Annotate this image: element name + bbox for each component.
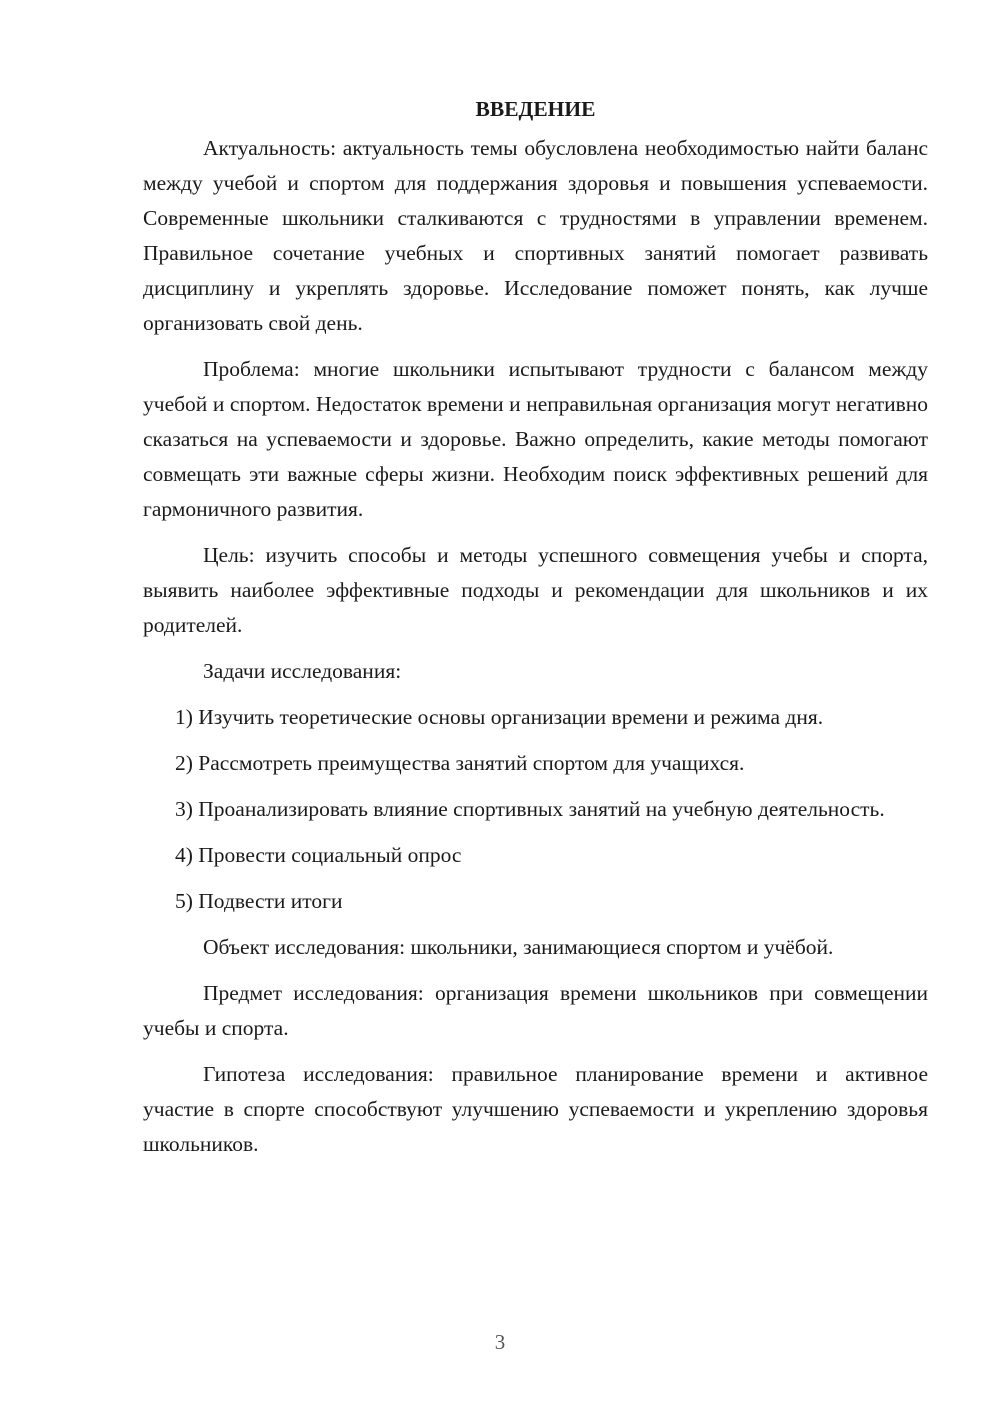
paragraph-problem: Проблема: многие школьники испытывают трудности с балансом между учебой и спортом. Недостаток времени и неправильная организация могут негативно сказаться на успеваемости и здоровье. Важно определить, какие методы помогают совмещать эти важные сферы жизни. Необходим поиск эффективных решений для гармоничного развития.	[143, 357, 928, 521]
task-item: 2) Рассмотреть преимущества занятий спортом для учащихся.	[175, 751, 745, 775]
paragraph-object: Объект исследования: школьники, занимающиеся спортом и учёбой.	[203, 935, 834, 959]
page-number: 3	[494, 1330, 506, 1354]
task-item: 3) Проанализировать влияние спортивных занятий на учебную деятельность.	[175, 797, 885, 821]
paragraph-subject: Предмет исследования: организация времени школьников при совмещении учебы и спорта.	[143, 981, 928, 1040]
paragraph-hypothesis: Гипотеза исследования: правильное планирование времени и активное участие в спорте способствуют улучшению успеваемости и укреплению здоровья школьников.	[143, 1062, 928, 1156]
paragraph-goal: Цель: изучить способы и методы успешного совмещения учебы и спорта, выявить наиболее эффективные подходы и рекомендации для школьников и их родителей.	[143, 543, 928, 637]
task-item: 4) Провести социальный опрос	[175, 843, 462, 867]
task-item: 1) Изучить теоретические основы организации времени и режима дня.	[175, 705, 824, 729]
paragraph-relevance: Актуальность: актуальность темы обусловлена необходимостью найти баланс между учебой и спортом для поддержания здоровья и повышения успеваемости. Современные школьники сталкиваются с трудностями в управлении временем. Правильное сочетание учебных и спортивных занятий помогает развивать дисциплину и укреплять здоровье. Исследование поможет понять, как лучше организовать свой день.	[143, 136, 928, 335]
section-title: ВВЕДЕНИЕ	[475, 97, 596, 121]
tasks-heading: Задачи исследования:	[203, 659, 402, 683]
task-item: 5) Подвести итоги	[175, 889, 343, 913]
document-page	[143, 92, 928, 1173]
